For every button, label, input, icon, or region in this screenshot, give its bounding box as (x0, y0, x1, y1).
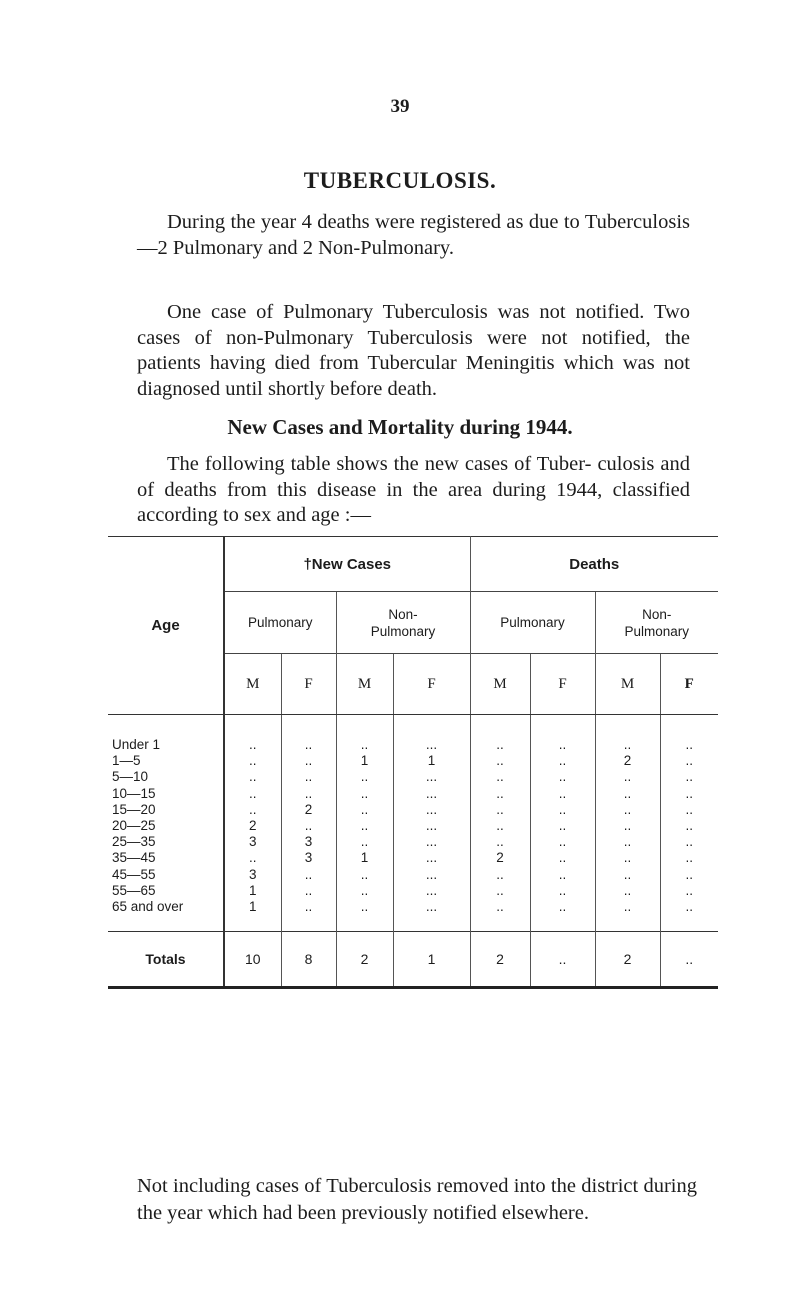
table-cell: .. (470, 883, 530, 899)
table-cell: .. (660, 786, 718, 802)
table-cell: .. (336, 818, 393, 834)
table-cell: .. (660, 834, 718, 850)
sex-header-m: M (470, 654, 530, 715)
non-label: Non- (388, 606, 418, 622)
sex-header-f: F (281, 654, 336, 715)
table-cell: ... (393, 769, 470, 785)
table-row (108, 850, 718, 866)
table-cell: .. (530, 899, 595, 932)
table-cell: .. (660, 769, 718, 785)
table-cell: .. (660, 883, 718, 899)
table-cell: .. (595, 786, 660, 802)
table-cell: ... (393, 850, 470, 866)
age-group-cell: 25—35 (112, 834, 156, 850)
table-cell: .. (470, 899, 530, 932)
table-cell: .. (281, 753, 336, 769)
table-cell: .. (224, 786, 281, 802)
table-cell: 10 (224, 932, 281, 988)
table-cell: .. (530, 769, 595, 785)
table-cell: .. (530, 932, 595, 988)
table-row (108, 818, 718, 834)
table-cell: .. (530, 753, 595, 769)
table-cell: .. (336, 786, 393, 802)
table-cell: .. (336, 883, 393, 899)
table-cell: .. (595, 850, 660, 866)
table-cell: .. (336, 834, 393, 850)
table-cell: .. (470, 802, 530, 818)
table-cell: .. (530, 715, 595, 754)
table-cell: .. (660, 802, 718, 818)
non-label: Non- (642, 606, 672, 622)
table-cell: .. (336, 867, 393, 883)
table-cell: ... (393, 867, 470, 883)
age-group-cell: 5—10 (112, 769, 149, 785)
table-cell: 2 (336, 932, 393, 988)
table-row (108, 899, 718, 932)
table-cell: .. (336, 899, 393, 932)
table-cell: .. (530, 867, 595, 883)
table-cell: ... (393, 899, 470, 932)
table-cell: .. (660, 818, 718, 834)
table-cell: .. (470, 786, 530, 802)
table-cell: .. (660, 715, 718, 754)
totals-row (108, 932, 718, 988)
paragraph-deaths-registered: During the year 4 deaths were registered as due to Tuberculosis—2 Pulmonary and 2 Non-Pulmonary. (137, 211, 690, 259)
new-pulmonary-header: Pulmonary (224, 592, 336, 654)
table-cell: .. (281, 786, 336, 802)
table-row (108, 786, 718, 802)
sex-header-m: M (595, 654, 660, 715)
age-group-cell: 15—20 (112, 801, 156, 817)
table-cell: 1 (336, 753, 393, 769)
tuberculosis-table (108, 536, 718, 989)
table-row (108, 802, 718, 818)
table-cell: .. (595, 769, 660, 785)
table-body (108, 715, 718, 932)
section-title: TUBERCULOSIS. (303, 168, 497, 193)
table-cell: .. (530, 850, 595, 866)
table-cell: .. (281, 715, 336, 754)
deaths-non-pulmonary-header (595, 592, 718, 654)
table-cell: .. (595, 715, 660, 754)
table-cell: .. (470, 834, 530, 850)
table-cell: 2 (470, 850, 530, 866)
paragraph-table-intro: The following table shows the new cases of Tuber- culosis and of deaths from this disease in the area during 1944, classified according to sex and age :— (137, 453, 690, 526)
table-cell: .. (336, 802, 393, 818)
table-cell: ... (393, 715, 470, 754)
table-row (108, 769, 718, 785)
table-cell: .. (530, 883, 595, 899)
table-cell: ... (393, 834, 470, 850)
table-cell: ... (393, 786, 470, 802)
table-cell: .. (281, 867, 336, 883)
table-row (108, 834, 718, 850)
table-cell: .. (336, 769, 393, 785)
table-cell: .. (530, 834, 595, 850)
table-cell: .. (470, 715, 530, 754)
age-group-cell: Under 1 (112, 737, 161, 753)
table-cell: 2 (281, 802, 336, 818)
table-cell: .. (595, 867, 660, 883)
table-cell: .. (660, 932, 718, 988)
pulmonary-label: Pulmonary (370, 623, 436, 639)
age-group-cell: 1—5 (112, 753, 141, 769)
table-cell: .. (660, 867, 718, 883)
table-totals (108, 932, 718, 988)
sex-header-f: F (660, 654, 718, 715)
table-cell: .. (530, 786, 595, 802)
table-cell: .. (281, 899, 336, 932)
table-cell: .. (470, 769, 530, 785)
table-cell: .. (470, 818, 530, 834)
sex-header-f: F (393, 654, 470, 715)
table-cell: .. (224, 715, 281, 754)
table-cell: 1 (336, 850, 393, 866)
table-cell: .. (660, 899, 718, 932)
age-group-cell: 35—45 (112, 850, 156, 866)
page-number: 39 (390, 96, 410, 117)
table-cell: ... (393, 883, 470, 899)
table-cell: ... (393, 818, 470, 834)
totals-label: Totals (145, 951, 186, 968)
paragraph-not-notified: One case of Pulmonary Tuberculosis was not notified. Two cases of non-Pulmonary Tuberculosis were not notified, the patients having died from Tubercular Meningitis which was not diagnosed until shortly before death. (137, 301, 690, 400)
table-cell: 2 (595, 753, 660, 769)
age-header: Age (108, 537, 224, 715)
table-cell: .. (595, 899, 660, 932)
table-row (108, 753, 718, 769)
footnote: Not including cases of Tuberculosis removed into the district during the year which had been previously notified elsewhere. (137, 1175, 697, 1224)
table-cell: .. (470, 867, 530, 883)
table-cell: 1 (224, 883, 281, 899)
new-non-pulmonary-header (336, 592, 470, 654)
age-group-cell: 55—65 (112, 882, 156, 898)
table-cell: .. (595, 802, 660, 818)
table-cell: 3 (224, 834, 281, 850)
table-cell: .. (530, 818, 595, 834)
table-cell: 3 (224, 867, 281, 883)
sub-heading: New Cases and Mortality during 1944. (227, 415, 573, 439)
table-cell: 2 (470, 932, 530, 988)
table-cell: .. (595, 834, 660, 850)
table-cell: .. (660, 753, 718, 769)
sex-header-m: M (336, 654, 393, 715)
table-row (108, 715, 718, 754)
table-cell: .. (224, 753, 281, 769)
table-cell: 2 (224, 818, 281, 834)
table-cell: 2 (595, 932, 660, 988)
table-cell: .. (281, 818, 336, 834)
new-cases-header: †New Cases (224, 537, 470, 592)
table-cell: 3 (281, 850, 336, 866)
table-cell: 3 (281, 834, 336, 850)
table-cell: .. (281, 769, 336, 785)
table-cell: .. (660, 850, 718, 866)
age-group-cell: 65 and over (112, 898, 184, 914)
pulmonary-label: Pulmonary (624, 623, 690, 639)
table-cell: 1 (393, 932, 470, 988)
sex-header-m: M (224, 654, 281, 715)
table-cell: .. (595, 883, 660, 899)
table-cell: .. (281, 883, 336, 899)
table-cell: .. (224, 802, 281, 818)
deaths-pulmonary-header: Pulmonary (470, 592, 595, 654)
age-group-cell: 10—15 (112, 785, 156, 801)
table-cell: 8 (281, 932, 336, 988)
deaths-header: Deaths (470, 537, 718, 592)
age-group-cell: 20—25 (112, 818, 156, 834)
table-cell: 1 (224, 899, 281, 932)
table-cell: .. (470, 753, 530, 769)
table-cell: 1 (393, 753, 470, 769)
table-cell: .. (336, 715, 393, 754)
table-cell: .. (224, 769, 281, 785)
table-cell: ... (393, 802, 470, 818)
sex-header-f: F (530, 654, 595, 715)
table-cell: .. (224, 850, 281, 866)
age-group-cell: 45—55 (112, 866, 156, 882)
table-row (108, 883, 718, 899)
table-row (108, 867, 718, 883)
table-cell: .. (530, 802, 595, 818)
table-cell: .. (595, 818, 660, 834)
